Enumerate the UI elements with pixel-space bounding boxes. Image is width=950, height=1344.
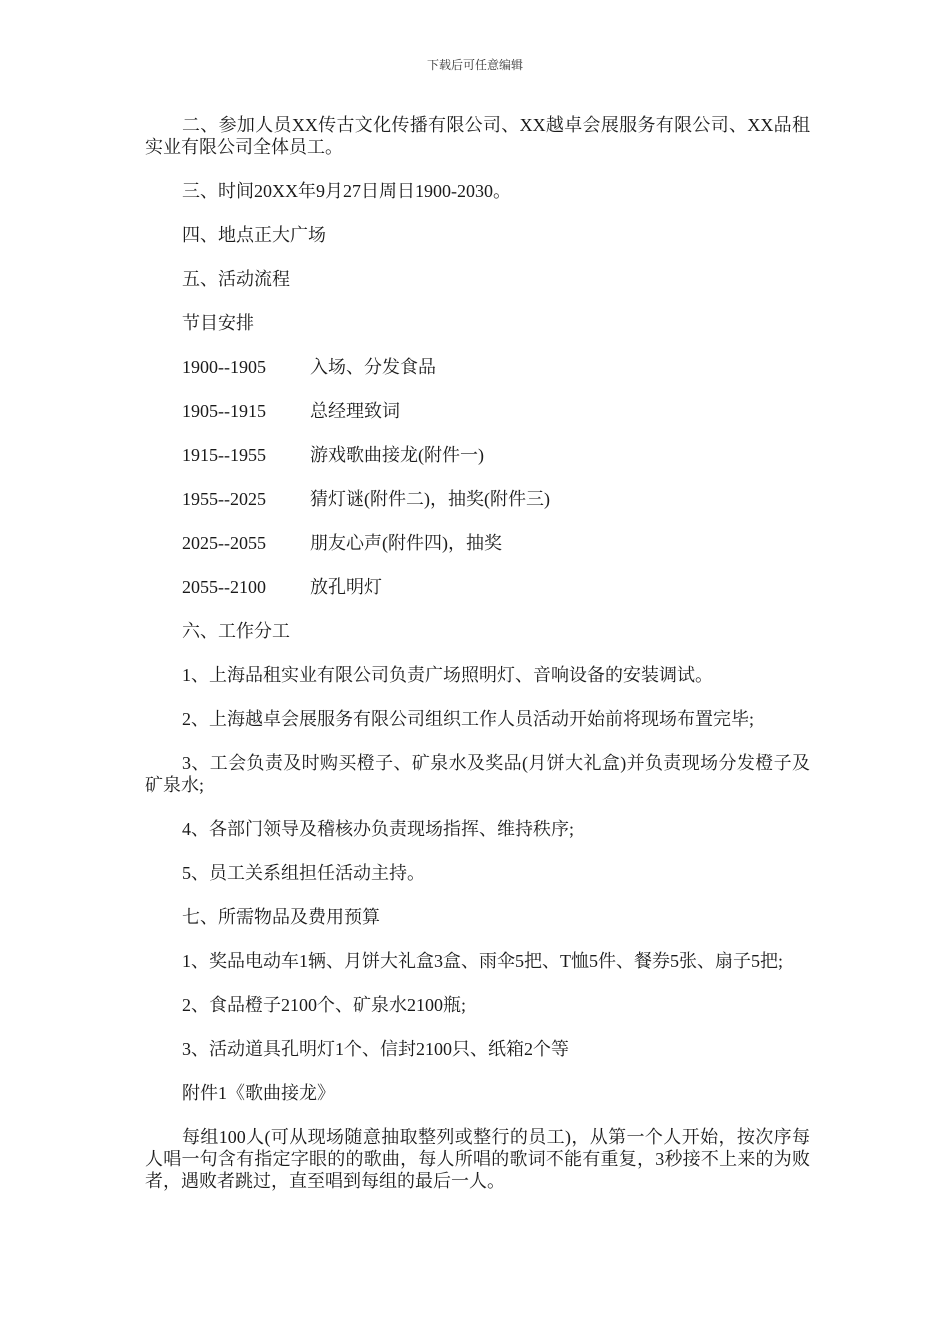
- schedule-time: 1915--1955: [182, 445, 266, 465]
- schedule-row: [145, 400, 810, 422]
- division-item-2: 2、上海越卓会展服务有限公司组织工作人员活动开始前将现场布置完毕;: [182, 709, 754, 729]
- schedule-item: 总经理致词: [310, 401, 400, 421]
- schedule-row: [145, 356, 810, 378]
- schedule-row: [145, 444, 810, 466]
- schedule-row: [145, 532, 810, 554]
- time-paragraph: 三、时间20XX年9月27日周日1900-2030。: [182, 181, 511, 201]
- budget-heading: 七、所需物品及费用预算: [182, 907, 380, 927]
- schedule-time: 1905--1915: [182, 401, 266, 421]
- schedule-item: 游戏歌曲接龙(附件一): [310, 445, 484, 465]
- division-item-4: 4、各部门领导及稽核办负责现场指挥、维持秩序;: [182, 819, 574, 839]
- division-item-1: 1、上海品租实业有限公司负责广场照明灯、音响设备的安装调试。: [182, 665, 713, 685]
- division-item-5: 5、员工关系组担任活动主持。: [182, 863, 425, 883]
- process-heading: 五、活动流程: [182, 269, 290, 289]
- page-header: 下载后可任意编辑: [426, 58, 523, 72]
- budget-item-2: 2、食品橙子2100个、矿泉水2100瓶;: [182, 995, 466, 1015]
- schedule-time: 2055--2100: [182, 577, 266, 597]
- schedule-item: 放孔明灯: [310, 577, 382, 597]
- budget-item-1: 1、奖品电动车1辆、月饼大礼盒3盒、雨伞5把、T恤5件、餐券5张、扇子5把;: [182, 951, 783, 971]
- schedule-item: 入场、分发食品: [310, 357, 436, 377]
- participants-paragraph: 二、参加人员XX传古文化传播有限公司、XX越卓会展服务有限公司、XX品租实业有限公司全体员工。: [145, 115, 810, 157]
- schedule-row: [145, 488, 810, 510]
- program-heading: 节目安排: [182, 313, 254, 333]
- appendix-heading: 附件1《歌曲接龙》: [182, 1083, 335, 1103]
- location-paragraph: 四、地点正大广场: [182, 225, 326, 245]
- schedule-time: 1955--2025: [182, 489, 266, 509]
- schedule-time: 2025--2055: [182, 533, 266, 553]
- document-body: [145, 114, 810, 1214]
- schedule-item: 猜灯谜(附件二)，抽奖(附件三): [310, 489, 550, 509]
- division-item-3: 3、工会负责及时购买橙子、矿泉水及奖品(月饼大礼盒)并负责现场分发橙子及矿泉水;: [145, 753, 810, 795]
- budget-item-3: 3、活动道具孔明灯1个、信封2100只、纸箱2个等: [182, 1039, 569, 1059]
- division-heading: 六、工作分工: [182, 621, 290, 641]
- schedule-time: 1900--1905: [182, 357, 266, 377]
- appendix-body: 每组100人(可从现场随意抽取整列或整行的员工)，从第一个人开始，按次序每人唱一句含有指定字眼的的歌曲，每人所唱的歌词不能有重复，3秒接不上来的为败者，遇败者跳过，直至唱到每组的最后一人。: [145, 1127, 810, 1191]
- schedule-row: [145, 576, 810, 598]
- schedule-item: 朋友心声(附件四)，抽奖: [310, 533, 502, 553]
